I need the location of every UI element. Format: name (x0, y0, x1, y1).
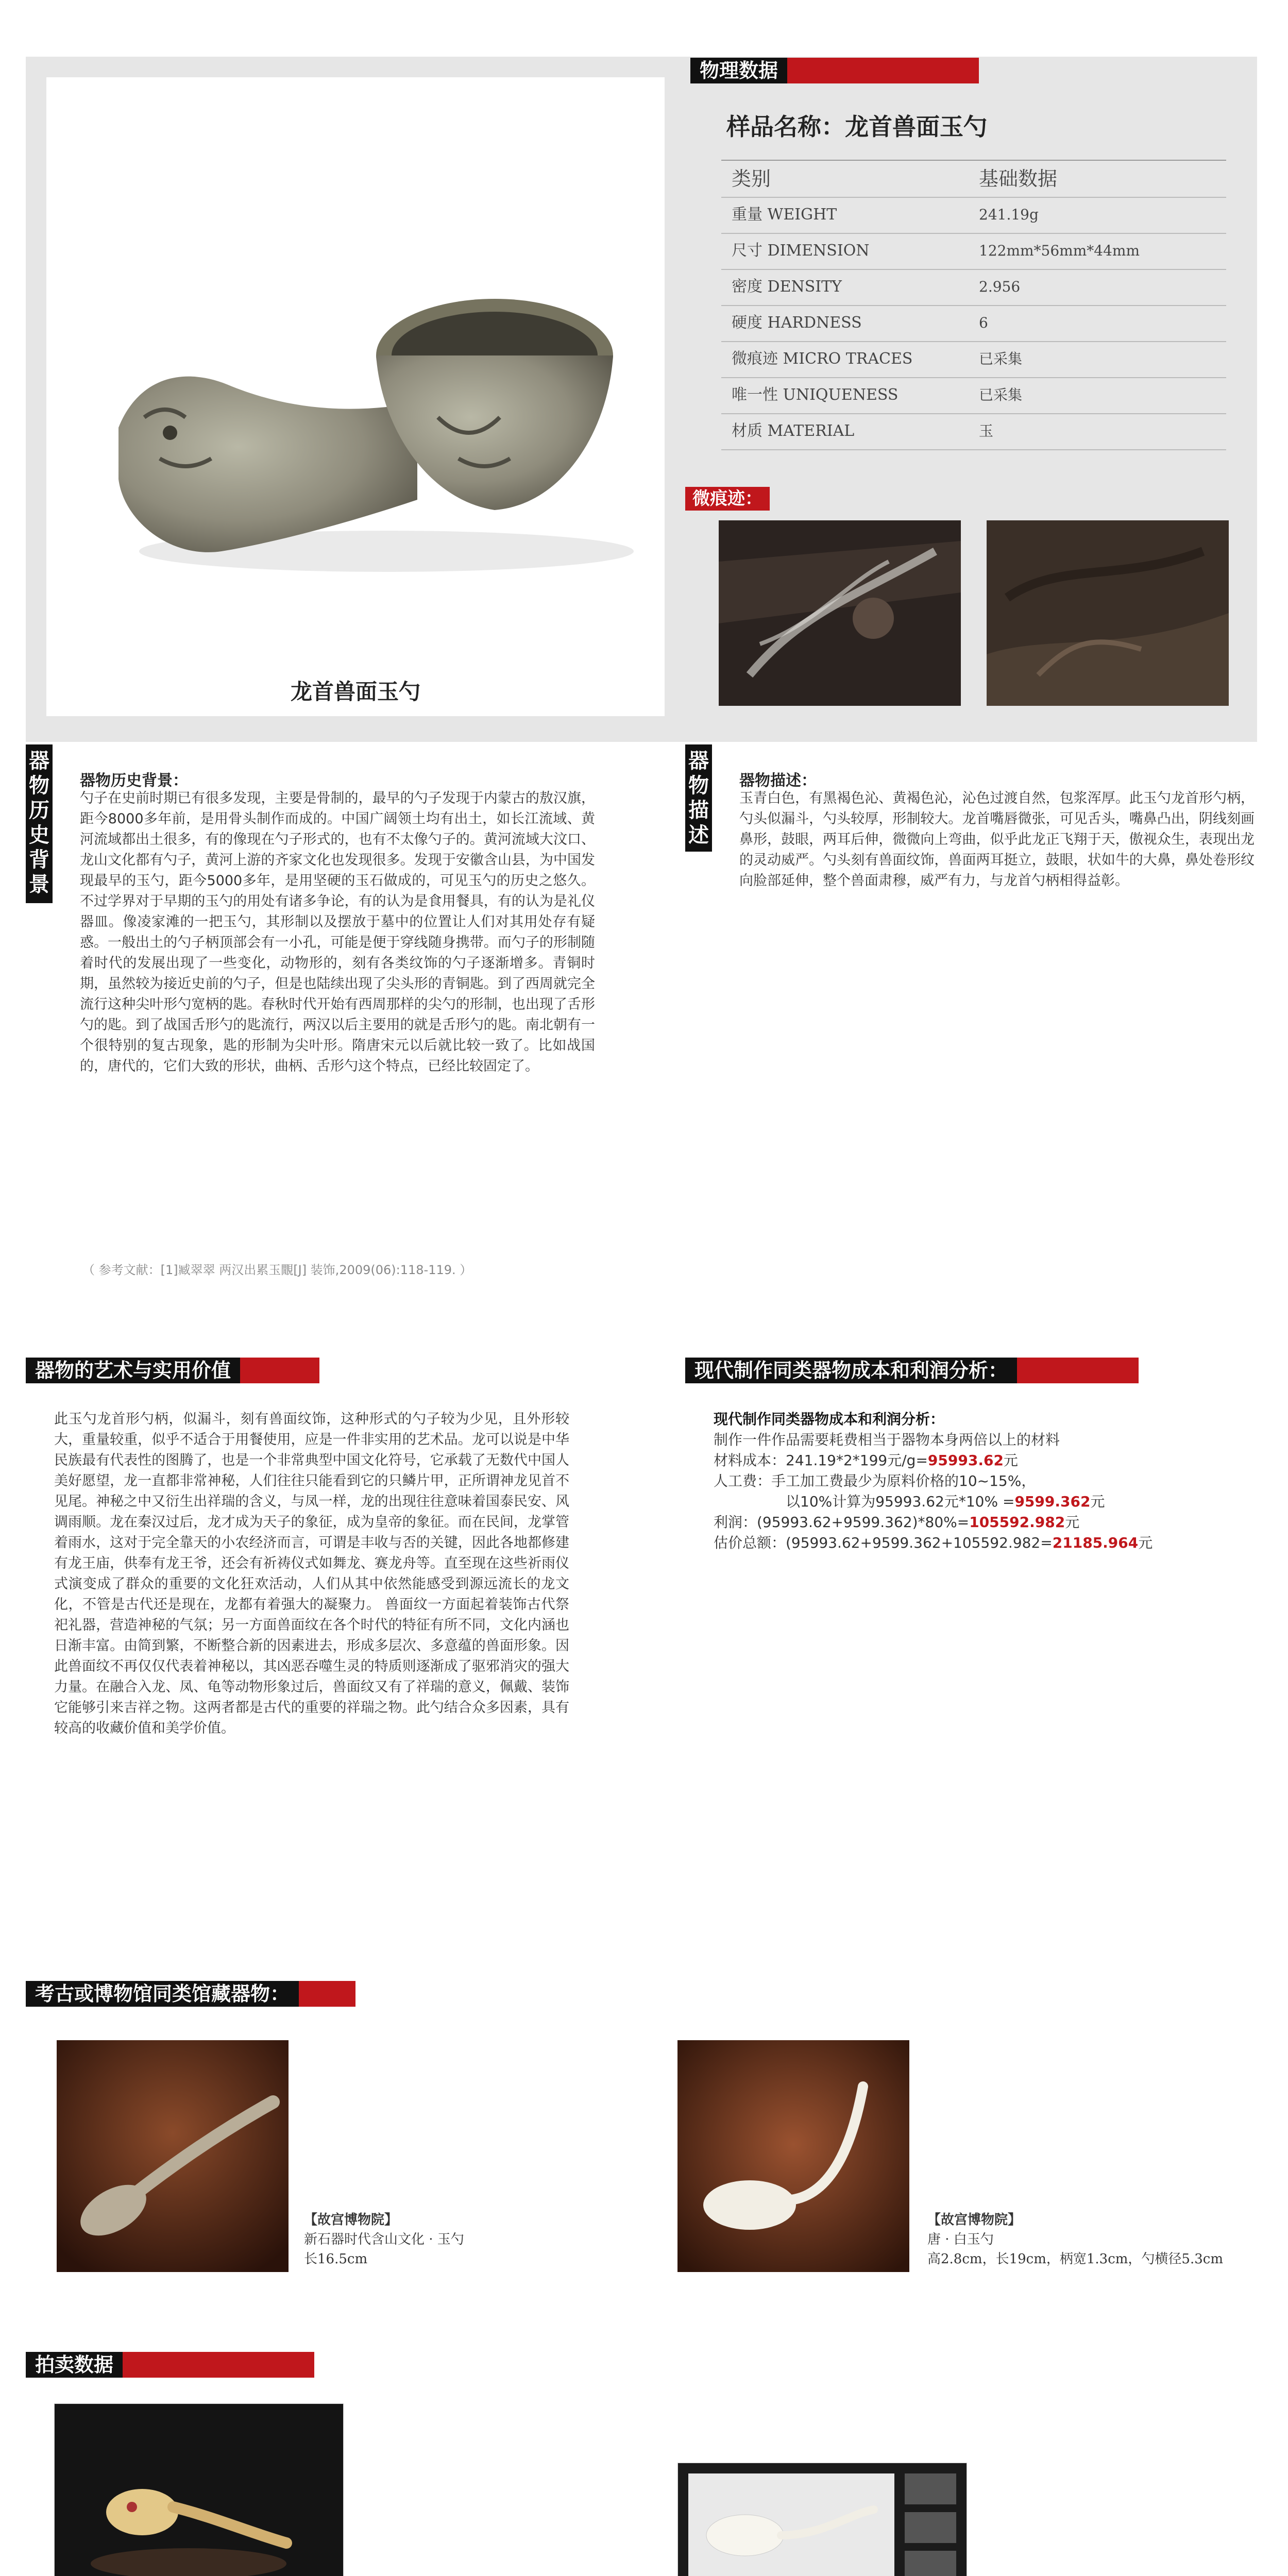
row-label: 尺寸 DIMENSION (732, 242, 870, 260)
cost-line-intro: 制作一件作品需要耗费相当于器物本身两倍以上的材料 (714, 1431, 1060, 1448)
cost-value: 21185.964 (1052, 1534, 1139, 1551)
row-label: 重量 WEIGHT (732, 206, 837, 224)
cost-value: 9599.362 (1014, 1493, 1091, 1510)
history-text: 勺子在史前时期已有很多发现，主要是骨制的，最早的勺子发现于内蒙古的敖汉旗，距今8000多年前，是用骨头制作而成的。中国广阔领土均有出土，如长江流域、黄河流域都出土很多，有的像现在勺子形式的，也有不太像勺子的。黄河流域大汶口、龙山文化都有勺子，黄河上游的齐家文化也发现很多。发现于安徽含山县，为中国发现最早的玉勺，距今5000多年，是用坚硬的玉石做成的，可见玉勺的历史之悠久。不过学界对于早期的玉勺的用处有诸多争论，有的认为是食用餐具，有的认为是礼仪器皿。像凌家滩的一把玉勺，其形制以及摆放于墓中的位置让人们对其用处存有疑惑。一般出土的勺子柄顶部会有一小孔，可能是便于穿线随身携带。而勺子的形制随着时代的发展出现了一些变化，动物形的，刻有各类纹饰的勺子逐渐增多。青铜时期，虽然较为接近史前的勺子，但是也陆续出现了尖头形的青铜匙。到了西周就完全流行这种尖叶形勺宽柄的匙。春秋时代开始有西周那样的尖勺的形制，也出现了舌形勺的匙。到了战国舌形勺的匙流行，两汉以后主要用的就是舌形勺的匙。南北朝有一个很特别的复古现象，匙的形制为尖叶形。隋唐宋元以后就比较一致了。比如战国的，唐代的，它们大致的形状，曲柄、舌形勺这个特点，已经比较固定了。 (80, 790, 595, 1074)
row-label: 微痕迹 MICRO TRACES (732, 350, 913, 368)
col-category: 类别 (732, 167, 771, 190)
table-row (721, 377, 1226, 414)
row-value: 2.956 (979, 278, 1021, 295)
cost-unit: 元 (1090, 1493, 1105, 1510)
row-value: 已采集 (979, 350, 1023, 367)
table-header (721, 160, 1226, 198)
museum-header: 考古或博物馆同类馆藏器物： (26, 1981, 299, 2007)
cost-label: 以10%计算为95993.62元*10% = (786, 1493, 1015, 1510)
cost-line-material (714, 1450, 1255, 1471)
viewer-thumbs (905, 2473, 956, 2576)
cost-value: 105592.982 (969, 1514, 1065, 1531)
table-row (721, 269, 1226, 306)
auction-screenshot-1 (54, 2403, 344, 2576)
row-value: 6 (979, 314, 988, 331)
cost-block (714, 1409, 1255, 1553)
description-text: 玉青白色，有黑褐色沁、黄褐色沁，沁色过渡自然，包浆浑厚。此玉勺龙首形勺柄，勺头似漏斗，勺头较厚，形制较大。龙首嘴唇微张，可见舌头，嘴鼻凸出，阴线刻画鼻形，鼓眼，两耳后伸，微微向上弯曲，似乎此龙正飞翔于天，傲视众生，表现出龙的灵动威严。勺头刻有兽面纹饰，兽面两耳挺立，鼓眼，状如牛的大鼻，鼻处卷形纹向脸部延伸，整个兽面肃穆，威严有力，与龙首勺柄相得益彰。 (739, 790, 1255, 889)
sample-title: 样品名称：龙首兽面玉勺 (726, 113, 987, 141)
museum-size: 高2.8cm，长19cm，柄宽1.3cm，勺横径5.3cm (927, 2251, 1223, 2267)
cost-label: 估价总额：(95993.62+9599.362+105592.982= (714, 1534, 1053, 1551)
table-row (721, 341, 1226, 378)
physical-table (721, 160, 1226, 469)
table-row (721, 197, 1226, 234)
table-row (721, 233, 1226, 270)
col-base: 基础数据 (979, 167, 1058, 190)
art-text: 此玉勺龙首形勺柄，似漏斗，刻有兽面纹饰，这种形式的勺子较为少见，且外形较大，重量较重，似乎不适合于用餐使用，应是一件非实用的艺术品。龙可以说是中华民族最有代表性的图腾了，也是一个非常典型中国文化符号，它承载了无数代中国人美好愿望，龙一直都非常神秘，人们往往只能看到它的只鳞片甲，正所谓神龙见首不见尾。神秘之中又衍生出祥瑞的含义，与凤一样，龙的出现往往意味着国泰民安、风调雨顺。龙在秦汉过后，龙才成为天子的象征，成为皇帝的象征。而在民间，龙掌管着雨水，这对于完全靠天的小农经济而言，可谓是丰收与否的关键，因此各地都修建有龙王庙，供奉有龙王爷，还会有祈祷仪式如舞龙、赛龙舟等。直至现在这些祈雨仪式演变成了群众的重要的文化狂欢活动，人们从其中依然能感受到源远流长的龙文化，不管是古代还是现在，龙都有着强大的凝聚力。 兽面纹一方面起着装饰古代祭祀礼器，营造神秘的气氛；另一方面兽面纹在各个时代的特征有所不同，文化内涵也日渐丰富。由简到繁，不断整合新的因素进去，形成多层次、多意蕴的兽面形象。因此兽面纹不再仅仅代表着神秘以，其凶恶吞噬生灵的特质则逐渐成了驱邪消灾的强大力量。在融合入龙、凤、龟等动物形象过后，兽面纹又有了祥瑞的意义，佩戴、装饰它能够引来吉祥之物。这两者都是古代的重要的祥瑞之物。此勺结合众多因素，具有较高的收藏价值和美学价值。 (54, 1411, 569, 1736)
cost-header: 现代制作同类器物成本和利润分析： (685, 1358, 1017, 1383)
cost-unit: 元 (1138, 1534, 1153, 1551)
auction-photo-1 (55, 2404, 343, 2576)
row-label: 材质 MATERIAL (732, 422, 855, 440)
museum-caption-2 (927, 2210, 1223, 2269)
cost-unit: 元 (1065, 1514, 1080, 1531)
row-value: 122mm*56mm*44mm (979, 242, 1140, 259)
cost-line-labor: 人工费：手工加工费最少为原料价格的10~15%， (714, 1472, 1036, 1489)
history-reference: （ 参考文献：[1]臧翠翠 两汉出累玉覵[J] 装饰,2009(06):118-119. ） (82, 1263, 472, 1277)
cost-heading: 现代制作同类器物成本和利润分析： (714, 1411, 945, 1428)
museum-photo-1 (57, 2040, 289, 2272)
cost-unit: 元 (1003, 1452, 1018, 1469)
main-photo-caption: 龙首兽面玉勺 (290, 679, 420, 704)
museum-title: 【故宫博物院】 (927, 2212, 1022, 2228)
cost-line-labor-calc (714, 1492, 1255, 1512)
museum-name: 新石器时代含山文化 · 玉勺 (304, 2232, 464, 2247)
auction-screenshot-2 (677, 2463, 967, 2576)
main-photo-card (46, 77, 665, 716)
history-tab: 器物历史背景 (26, 744, 53, 903)
row-label: 硬度 HARDNESS (732, 314, 862, 332)
description-tab: 器物描述 (685, 744, 712, 852)
museum-caption-1 (304, 2210, 464, 2269)
auction-photo-2 (688, 2473, 894, 2576)
museum-photo-2 (677, 2040, 909, 2272)
description-heading: 器物描述： (739, 772, 817, 790)
museum-title: 【故宫博物院】 (304, 2212, 398, 2228)
row-value: 玉 (979, 422, 994, 439)
cost-label: 利润：(95993.62+9599.362)*80%= (714, 1514, 970, 1531)
museum-name: 唐 · 白玉勺 (927, 2232, 994, 2247)
auction-header: 拍卖数据 (26, 2352, 123, 2378)
cost-line-total (714, 1533, 1255, 1553)
table-row (721, 413, 1226, 450)
micro-trace-photo-2 (987, 520, 1229, 706)
table-row (721, 305, 1226, 342)
cost-line-profit (714, 1512, 1255, 1533)
row-label: 唯一性 UNIQUENESS (732, 386, 899, 404)
micro-label: 微痕迹： (685, 487, 770, 511)
row-value: 241.19g (979, 206, 1039, 223)
row-value: 已采集 (979, 386, 1023, 403)
jade-spoon-photo (67, 98, 644, 654)
history-heading: 器物历史背景： (80, 772, 188, 790)
micro-trace-photo-1 (719, 520, 961, 706)
physical-header: 物理数据 (690, 58, 787, 83)
row-label: 密度 DENSITY (732, 278, 842, 296)
museum-size: 长16.5cm (304, 2251, 368, 2267)
cost-label: 材料成本：241.19*2*199元/g= (714, 1452, 928, 1469)
art-header: 器物的艺术与实用价值 (26, 1358, 240, 1383)
cost-value: 95993.62 (927, 1452, 1004, 1469)
